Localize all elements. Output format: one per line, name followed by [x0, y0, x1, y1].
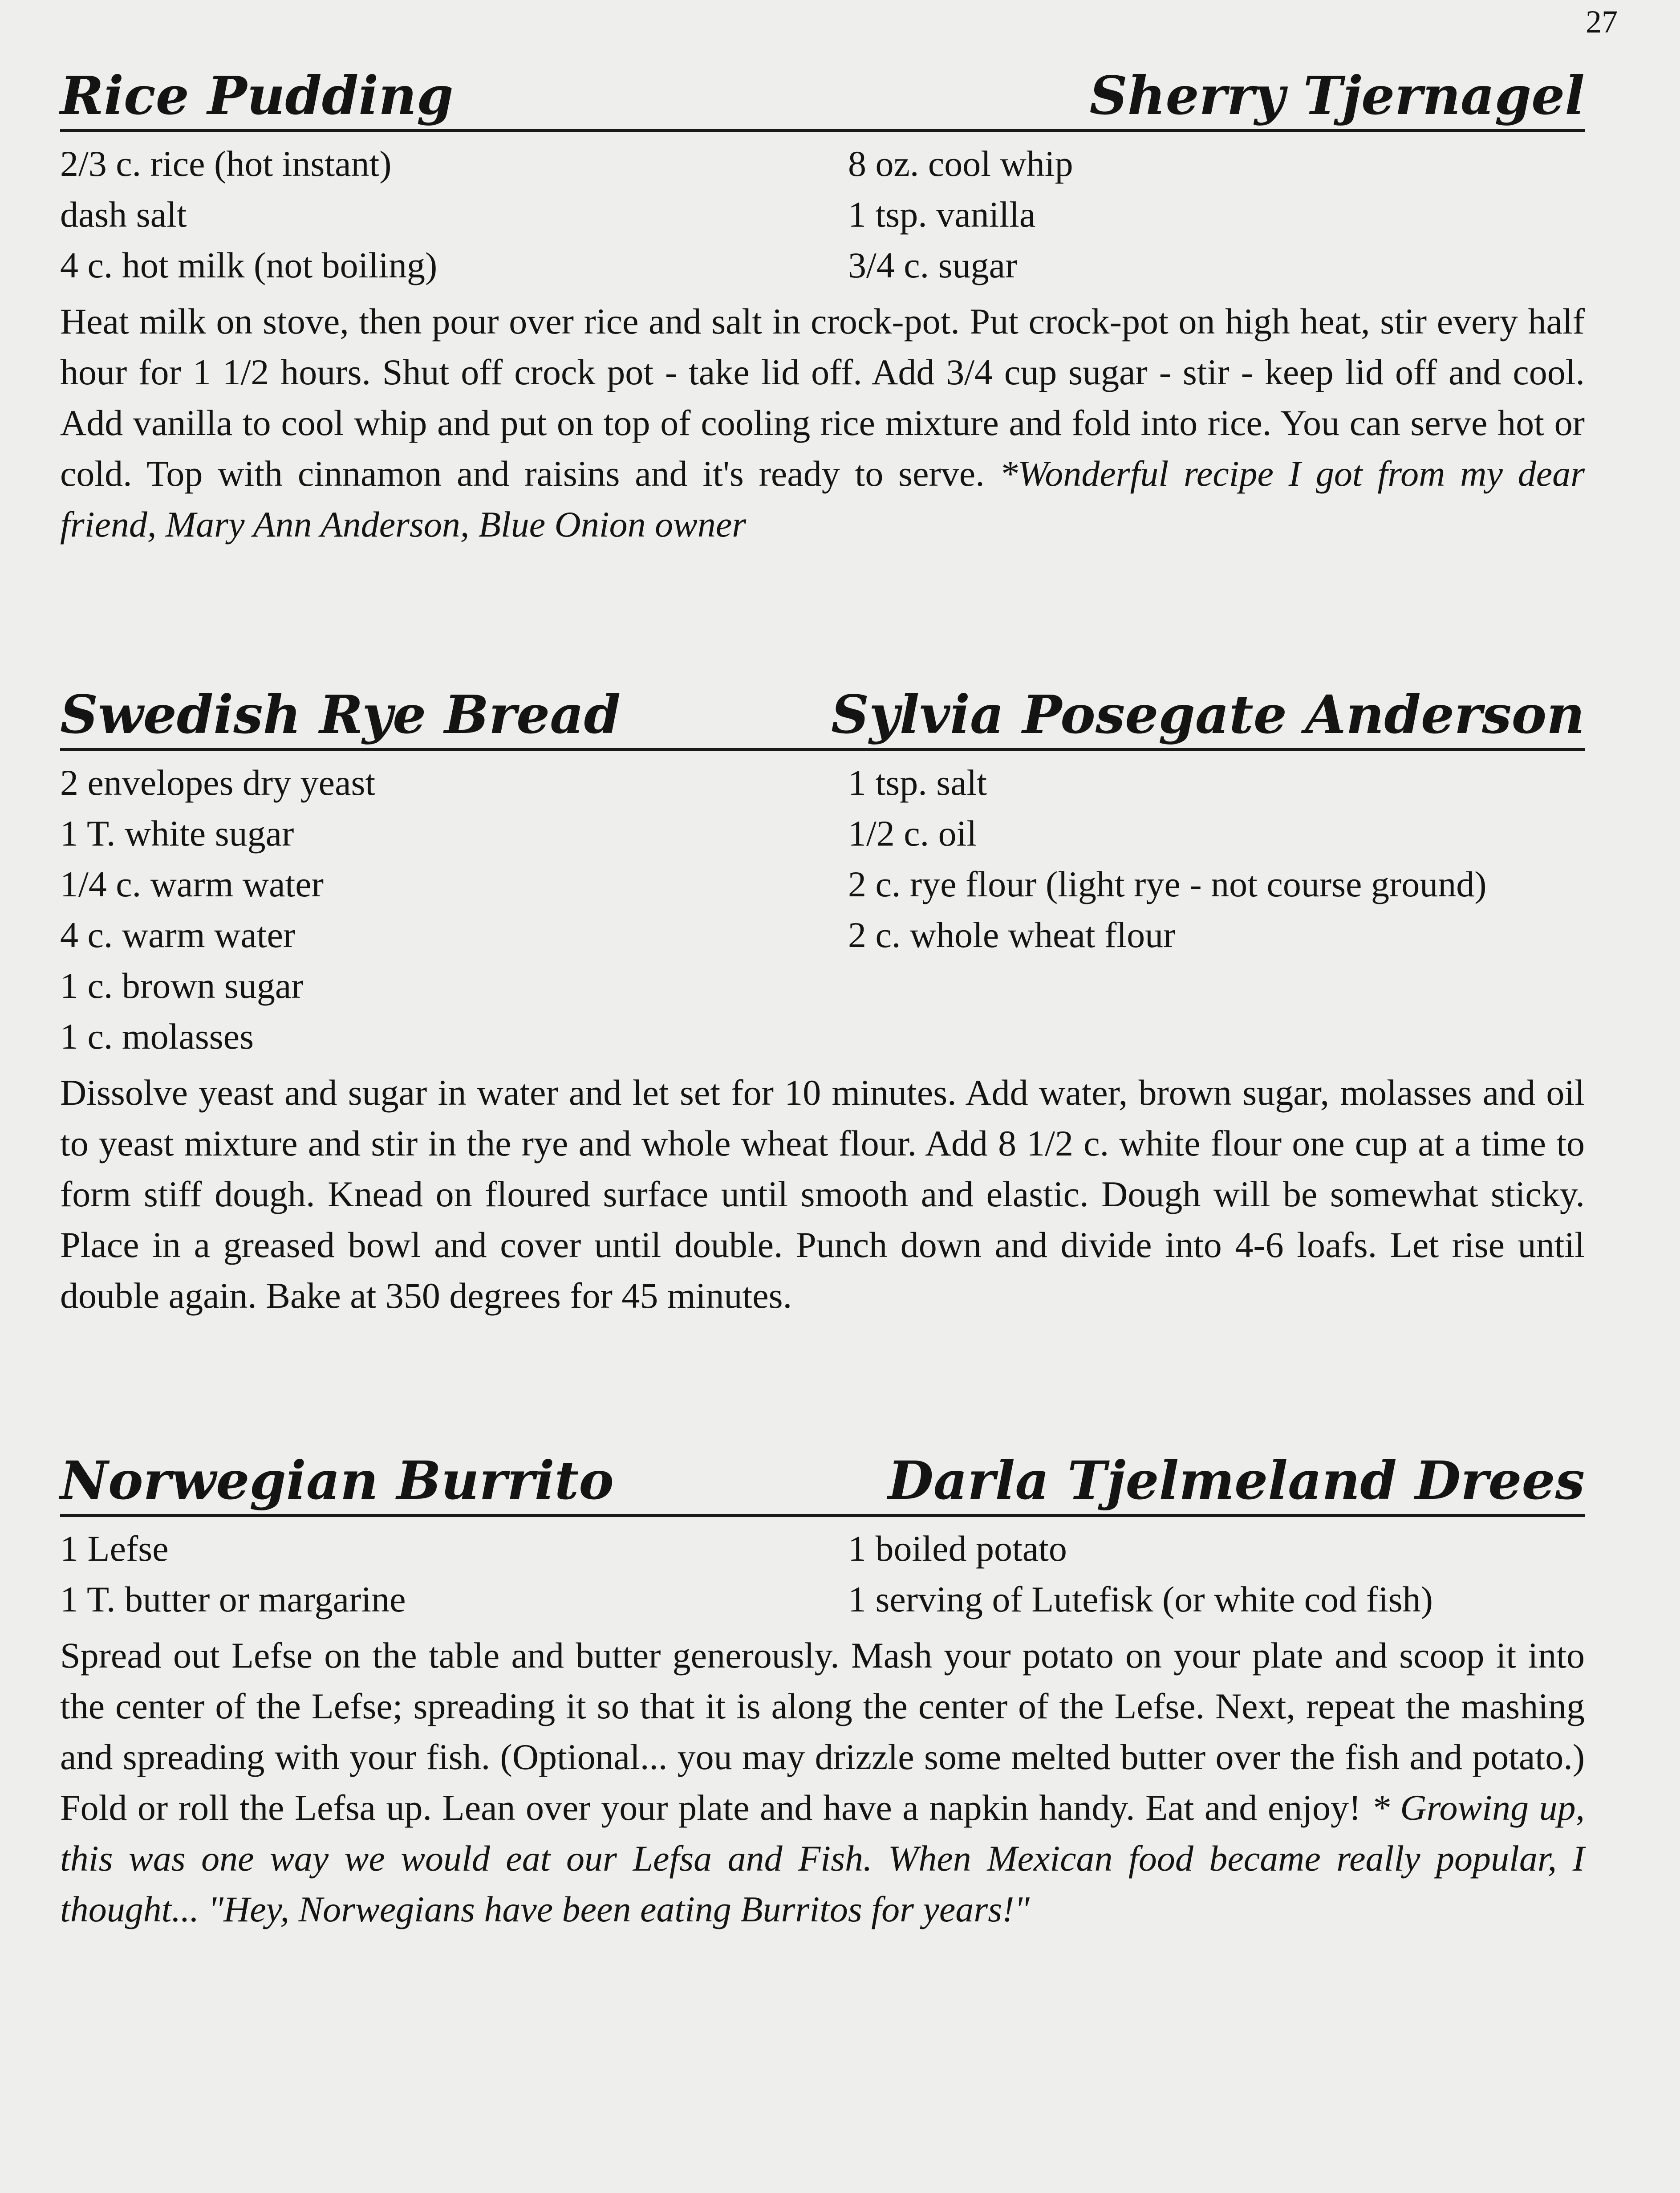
recipe-author: Sylvia Posegate Anderson: [831, 684, 1585, 745]
ingredient-list: [60, 138, 1585, 291]
recipe-header: [60, 681, 1585, 751]
directions-text: Dissolve yeast and sugar in water and let set for 10 minutes. Add water, brown sugar, molasses and oil to yeast mixture and stir in the rye and whole wheat flour. Add 8 1/2 c. white flour one cup at a time to form stiff dough. Knead on floured surface until smooth and elastic. Dough will be somewhat sticky. Place in a greased bowl and cover until double. Punch down and divide into 4-6 loafs. Let rise until double again. Bake at 350 degrees for 45 minutes.: [60, 1072, 1585, 1316]
ingredient-item: 1 c. brown sugar: [60, 965, 304, 1006]
recipe-title: Swedish Rye Bread: [60, 684, 621, 745]
recipe-rice-pudding: [60, 62, 1585, 586]
recipe-note: * Growing up, this was one way we would eat our Lefsa and Fish. When Mexican food became really popular, I thought... "Hey, Norwegians have been eating Burritos for years!": [60, 1787, 1585, 1929]
ingredient-item: 8 oz. cool whip: [848, 143, 1073, 184]
recipe-directions: [60, 1067, 1585, 1321]
directions-text: Heat milk on stove, then pour over rice and salt in crock-pot. Put crock-pot on high heat, stir every half hour for 1 1/2 hours. Shut off crock pot - take lid off. Add 3/4 cup sugar - stir - keep lid off and cool. Add vanilla to cool whip and put on top of cooling rice mixture and fold into rice. You can serve hot or cold. Top with cinnamon and raisins and it's ready to serve.: [60, 301, 1585, 494]
ingredient-item: 1 boiled potato: [848, 1528, 1067, 1569]
recipe-directions: [60, 1630, 1585, 1935]
ingredient-item: 1/4 c. warm water: [60, 864, 324, 904]
recipe-header: [60, 62, 1585, 132]
ingredient-column-right: [848, 1523, 1585, 1625]
ingredient-item: 2/3 c. rice (hot instant): [60, 143, 392, 184]
recipe-swedish-rye-bread: [60, 681, 1585, 1358]
ingredient-item: 1 tsp. salt: [848, 762, 987, 803]
ingredient-item: 1 T. white sugar: [60, 813, 294, 854]
ingredient-item: 2 envelopes dry yeast: [60, 762, 376, 803]
ingredient-item: 3/4 c. sugar: [848, 245, 1018, 285]
ingredient-item: 2 c. whole wheat flour: [848, 915, 1176, 955]
ingredient-list: [60, 1523, 1585, 1625]
recipe-directions: [60, 296, 1585, 550]
directions-text: Spread out Lefse on the table and butter generously. Mash your potato on your plate and scoop it into the center of the Lefse; spreading it so that it is along the center of the Lefse. Next, repeat the mashing and spreading with your fish. (Optional... you may drizzle some melted butter over the fish and potato.) Fold or roll the Lefsa up. Lean over your plate and have a napkin handy. Eat and enjoy!: [60, 1635, 1585, 1828]
ingredient-column-right: [848, 138, 1585, 291]
ingredient-column-left: [60, 757, 848, 1062]
recipe-note: *Wonderful recipe I got from my dear friend, Mary Ann Anderson, Blue Onion owner: [60, 453, 1585, 545]
ingredient-item: 1 T. butter or margarine: [60, 1579, 406, 1619]
ingredient-item: 1 serving of Lutefisk (or white cod fish): [848, 1579, 1433, 1619]
ingredient-column-left: [60, 1523, 848, 1625]
recipe-header: [60, 1447, 1585, 1517]
ingredient-item: 1 c. molasses: [60, 1016, 254, 1057]
recipe-norwegian-burrito: [60, 1447, 1585, 1971]
ingredient-item: 4 c. warm water: [60, 915, 296, 955]
ingredient-item: 1 Lefse: [60, 1528, 169, 1569]
ingredient-item: 1 tsp. vanilla: [848, 194, 1036, 235]
ingredient-item: 2 c. rye flour (light rye - not course ground): [848, 864, 1487, 904]
ingredient-column-right: [848, 757, 1585, 1062]
recipe-author: Darla Tjelmeland Drees: [888, 1449, 1585, 1511]
ingredient-item: 1/2 c. oil: [848, 813, 977, 854]
ingredient-list: [60, 757, 1585, 1062]
ingredient-item: 4 c. hot milk (not boiling): [60, 245, 438, 285]
recipe-author: Sherry Tjernagel: [1089, 65, 1585, 126]
ingredient-column-left: [60, 138, 848, 291]
recipe-title: Rice Pudding: [60, 65, 454, 126]
recipe-title: Norwegian Burrito: [60, 1449, 614, 1511]
page-number: 27: [1586, 4, 1618, 40]
ingredient-item: dash salt: [60, 194, 187, 235]
